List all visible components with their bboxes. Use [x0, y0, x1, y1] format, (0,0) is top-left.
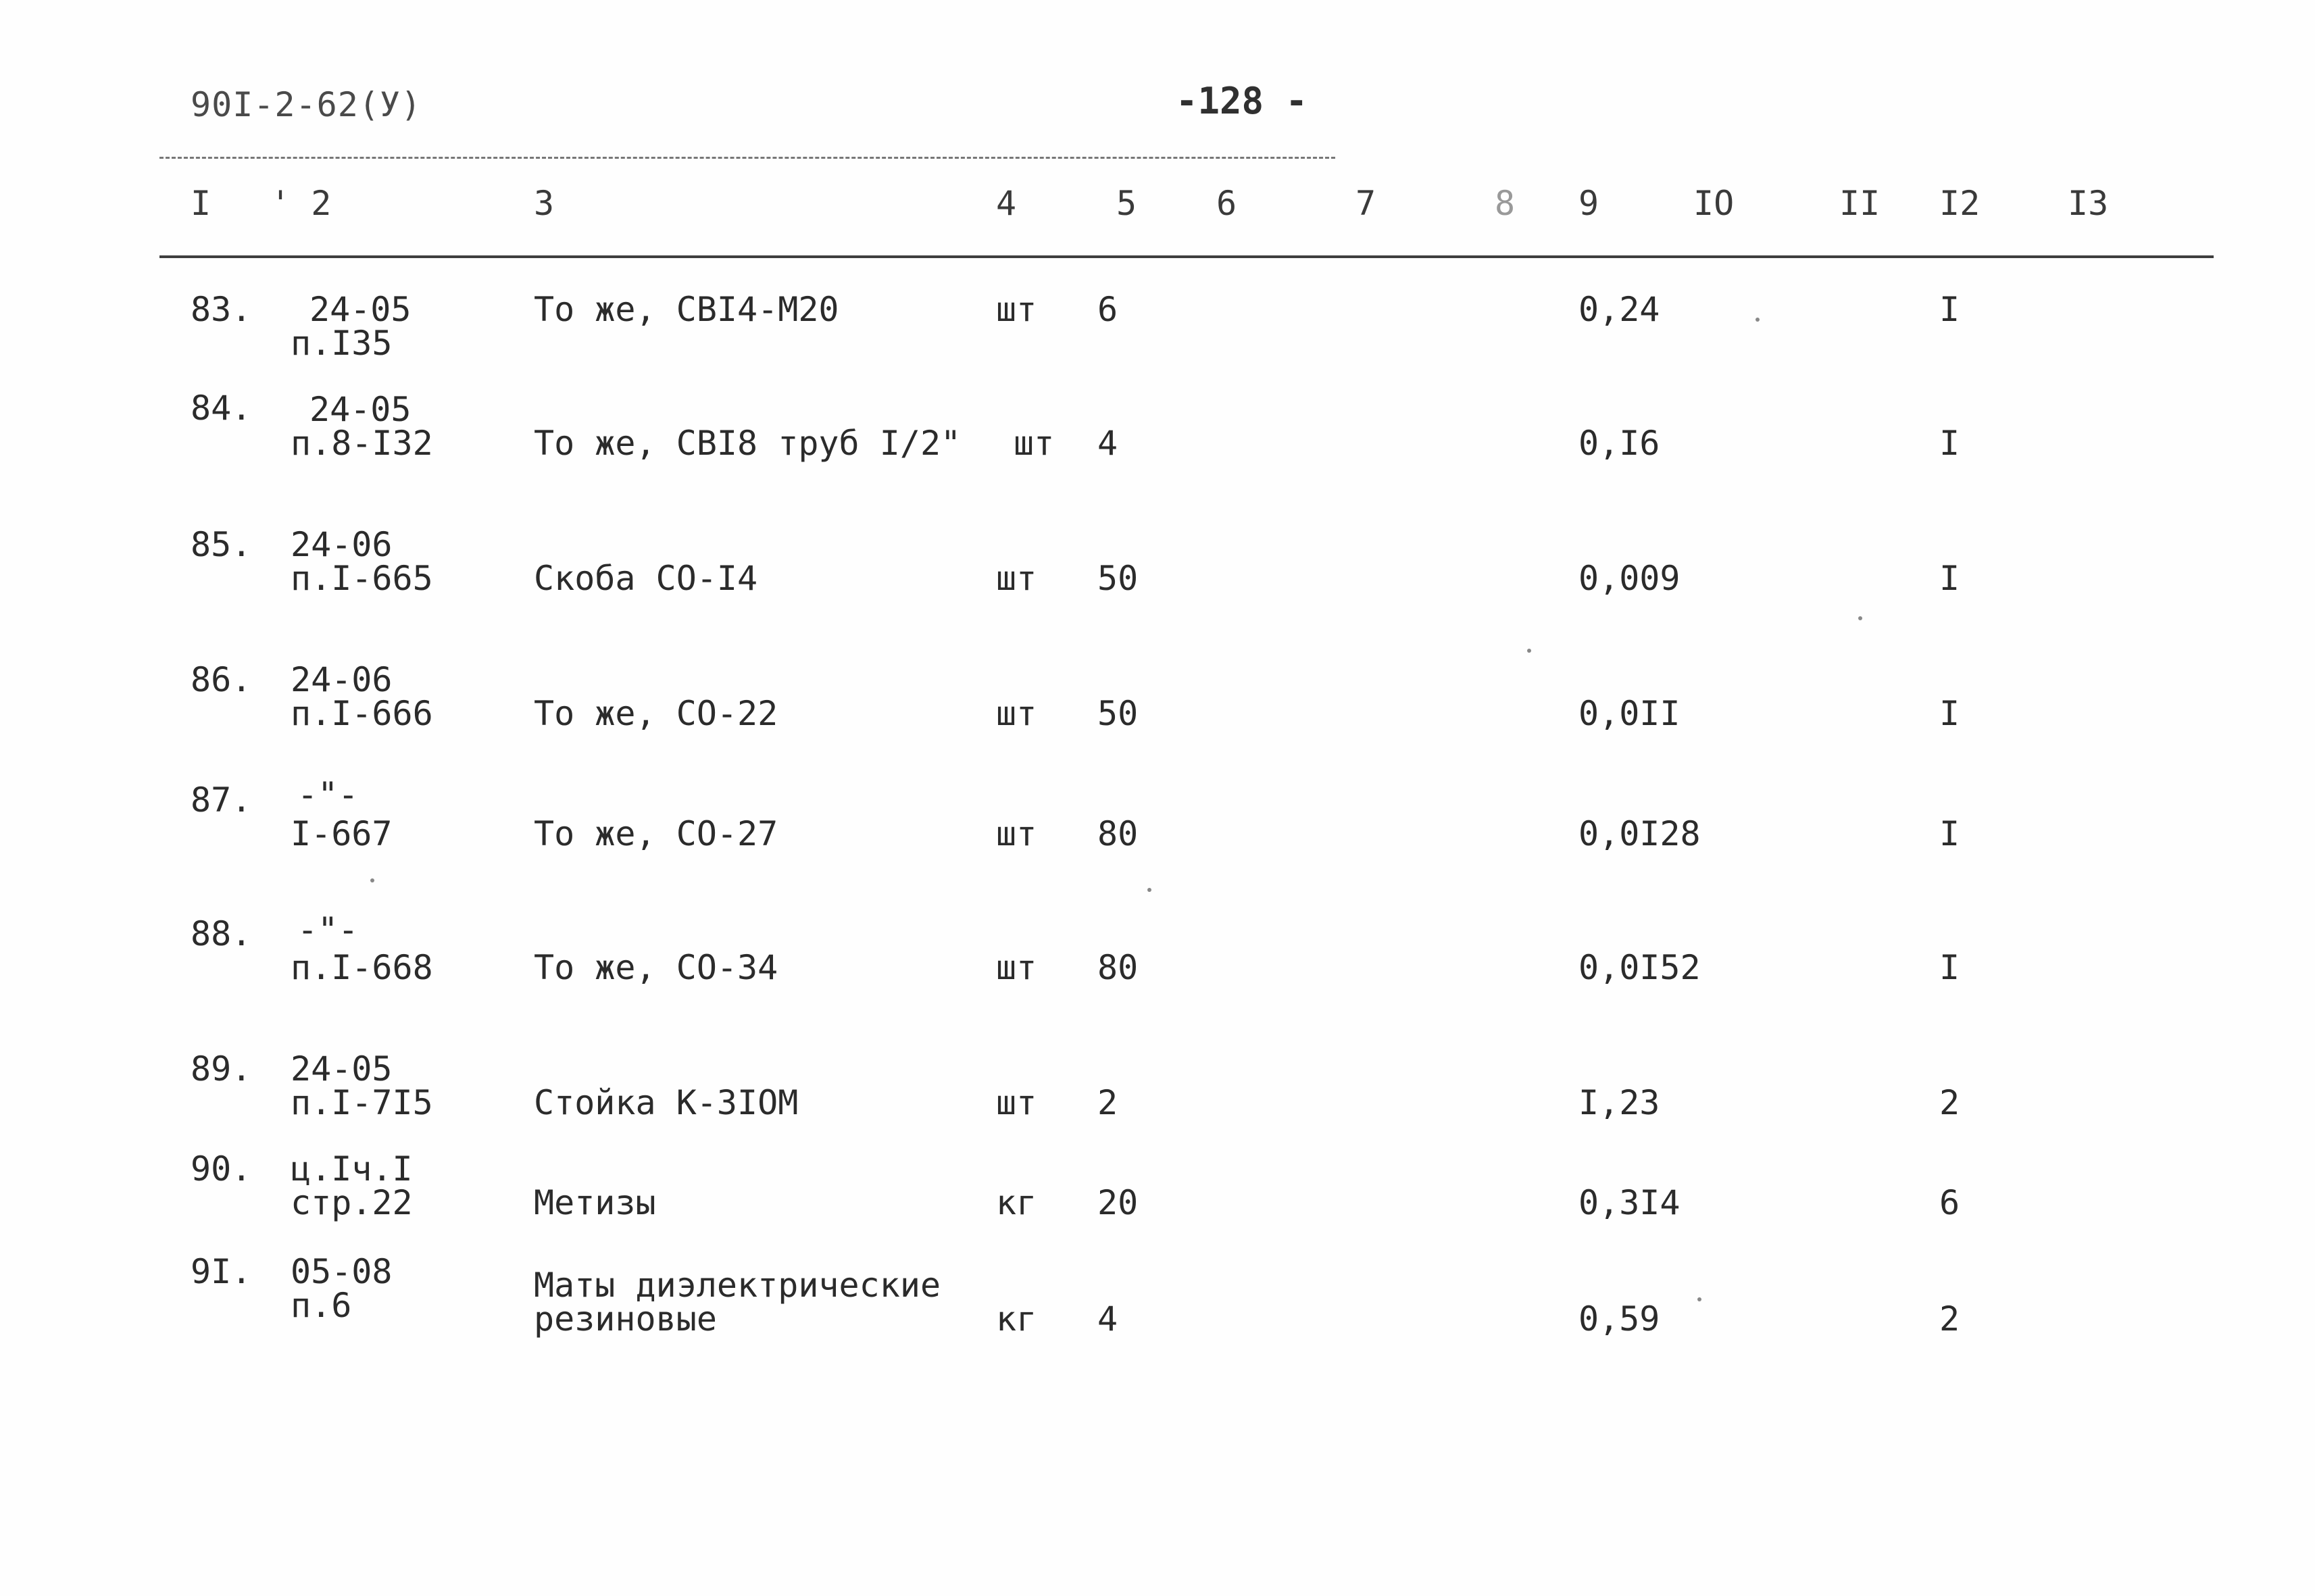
column-9-value: 0,009 [1578, 559, 1681, 598]
row-number: 85. [191, 525, 252, 564]
reference-code: 24-05 [291, 1049, 393, 1089]
document-code: 90I-2-62(У) [191, 85, 422, 124]
scan-speck [370, 878, 374, 882]
column-9-value: 0,I6 [1578, 424, 1660, 463]
scan-speck [1527, 649, 1531, 653]
quantity: 2 [1097, 1083, 1118, 1122]
quantity: 4 [1097, 424, 1118, 463]
unit: шт [996, 948, 1037, 987]
unit: кг [996, 1183, 1037, 1222]
reference-item: п.I-7I5 [291, 1083, 433, 1122]
unit: кг [996, 1299, 1037, 1339]
column-12-value: 2 [1939, 1299, 1960, 1339]
item-name: То же, СО-34 [534, 948, 778, 987]
scan-speck [1756, 318, 1760, 322]
reference-item: п.I35 [291, 324, 393, 363]
quantity: 20 [1097, 1183, 1139, 1222]
reference-code: 24-05 [309, 390, 412, 429]
quantity: 6 [1097, 290, 1118, 329]
column-header-8: 8 [1495, 184, 1516, 223]
column-header-6: 6 [1216, 184, 1237, 223]
row-number: 86. [191, 660, 252, 699]
column-9-value: 0,0II [1578, 694, 1681, 733]
item-name: Стойка К-3IОМ [534, 1083, 799, 1122]
column-12-value: I [1939, 694, 1960, 733]
header-top-rule [159, 157, 1335, 159]
reference-item: п.I-665 [291, 559, 433, 598]
item-name: То же, СО-22 [534, 694, 778, 733]
row-number: 83. [191, 290, 252, 329]
reference-item: стр.22 [291, 1183, 413, 1222]
scan-speck [1147, 888, 1151, 892]
column-12-value: 2 [1939, 1083, 1960, 1122]
reference-item: I-667 [291, 814, 393, 853]
column-9-value: 0,59 [1578, 1299, 1660, 1339]
column-header-1: I [191, 184, 211, 223]
item-name: Маты диэлектрические [534, 1266, 941, 1305]
column-9-value: I,23 [1578, 1083, 1660, 1122]
column-header-13: I3 [2068, 184, 2109, 223]
column-12-value: I [1939, 290, 1960, 329]
quantity: 50 [1097, 694, 1139, 733]
item-name: То же, СО-27 [534, 814, 778, 853]
reference-code: -"- [297, 775, 359, 814]
row-number: 9I. [191, 1252, 252, 1291]
column-9-value: 0,3I4 [1578, 1183, 1681, 1222]
reference-code: ц.Iч.I [291, 1149, 413, 1189]
row-number: 87. [191, 780, 252, 820]
column-12-value: I [1939, 424, 1960, 463]
unit: шт [996, 559, 1037, 598]
row-number: 90. [191, 1149, 252, 1189]
column-header-4: 4 [996, 184, 1017, 223]
unit: шт [1014, 424, 1055, 463]
reference-code: 24-06 [291, 660, 393, 699]
column-header-12: I2 [1939, 184, 1981, 223]
row-number: 88. [191, 914, 252, 953]
item-name: То же, СВI8 труб I/2" [534, 424, 962, 463]
unit: шт [996, 1083, 1037, 1122]
column-9-value: 0,0I28 [1578, 814, 1701, 853]
reference-item: п.I-668 [291, 948, 433, 987]
reference-code: 24-06 [291, 525, 393, 564]
quantity: 80 [1097, 948, 1139, 987]
unit: шт [996, 694, 1037, 733]
reference-item: п.6 [291, 1286, 352, 1325]
column-12-value: I [1939, 948, 1960, 987]
item-name: Скоба СО-I4 [534, 559, 758, 598]
item-name: Метизы [534, 1183, 656, 1222]
unit: шт [996, 814, 1037, 853]
column-header-5: 5 [1116, 184, 1137, 223]
header-bottom-rule [159, 255, 2214, 258]
reference-item: п.8-I32 [291, 424, 433, 463]
page-number: -128 - [1176, 80, 1308, 122]
column-12-value: I [1939, 559, 1960, 598]
reference-code: 24-05 [309, 290, 412, 329]
quantity: 80 [1097, 814, 1139, 853]
reference-code: -"- [297, 910, 359, 949]
column-header-9: 9 [1578, 184, 1599, 223]
column-9-value: 0,24 [1578, 290, 1660, 329]
scan-speck [1858, 616, 1862, 620]
reference-code: 05-08 [291, 1252, 393, 1291]
column-12-value: I [1939, 814, 1960, 853]
item-name-continued: резиновые [534, 1299, 717, 1339]
column-12-value: 6 [1939, 1183, 1960, 1222]
quantity: 4 [1097, 1299, 1118, 1339]
column-9-value: 0,0I52 [1578, 948, 1701, 987]
column-header-11: II [1839, 184, 1881, 223]
column-header-2: ' 2 [270, 184, 332, 223]
reference-item: п.I-666 [291, 694, 433, 733]
column-header-3: 3 [534, 184, 555, 223]
row-number: 89. [191, 1049, 252, 1089]
column-header-10: IO [1693, 184, 1735, 223]
scan-speck [1697, 1297, 1701, 1301]
quantity: 50 [1097, 559, 1139, 598]
item-name: То же, СВI4-М20 [534, 290, 839, 329]
row-number: 84. [191, 389, 252, 428]
unit: шт [996, 290, 1037, 329]
column-header-7: 7 [1355, 184, 1376, 223]
